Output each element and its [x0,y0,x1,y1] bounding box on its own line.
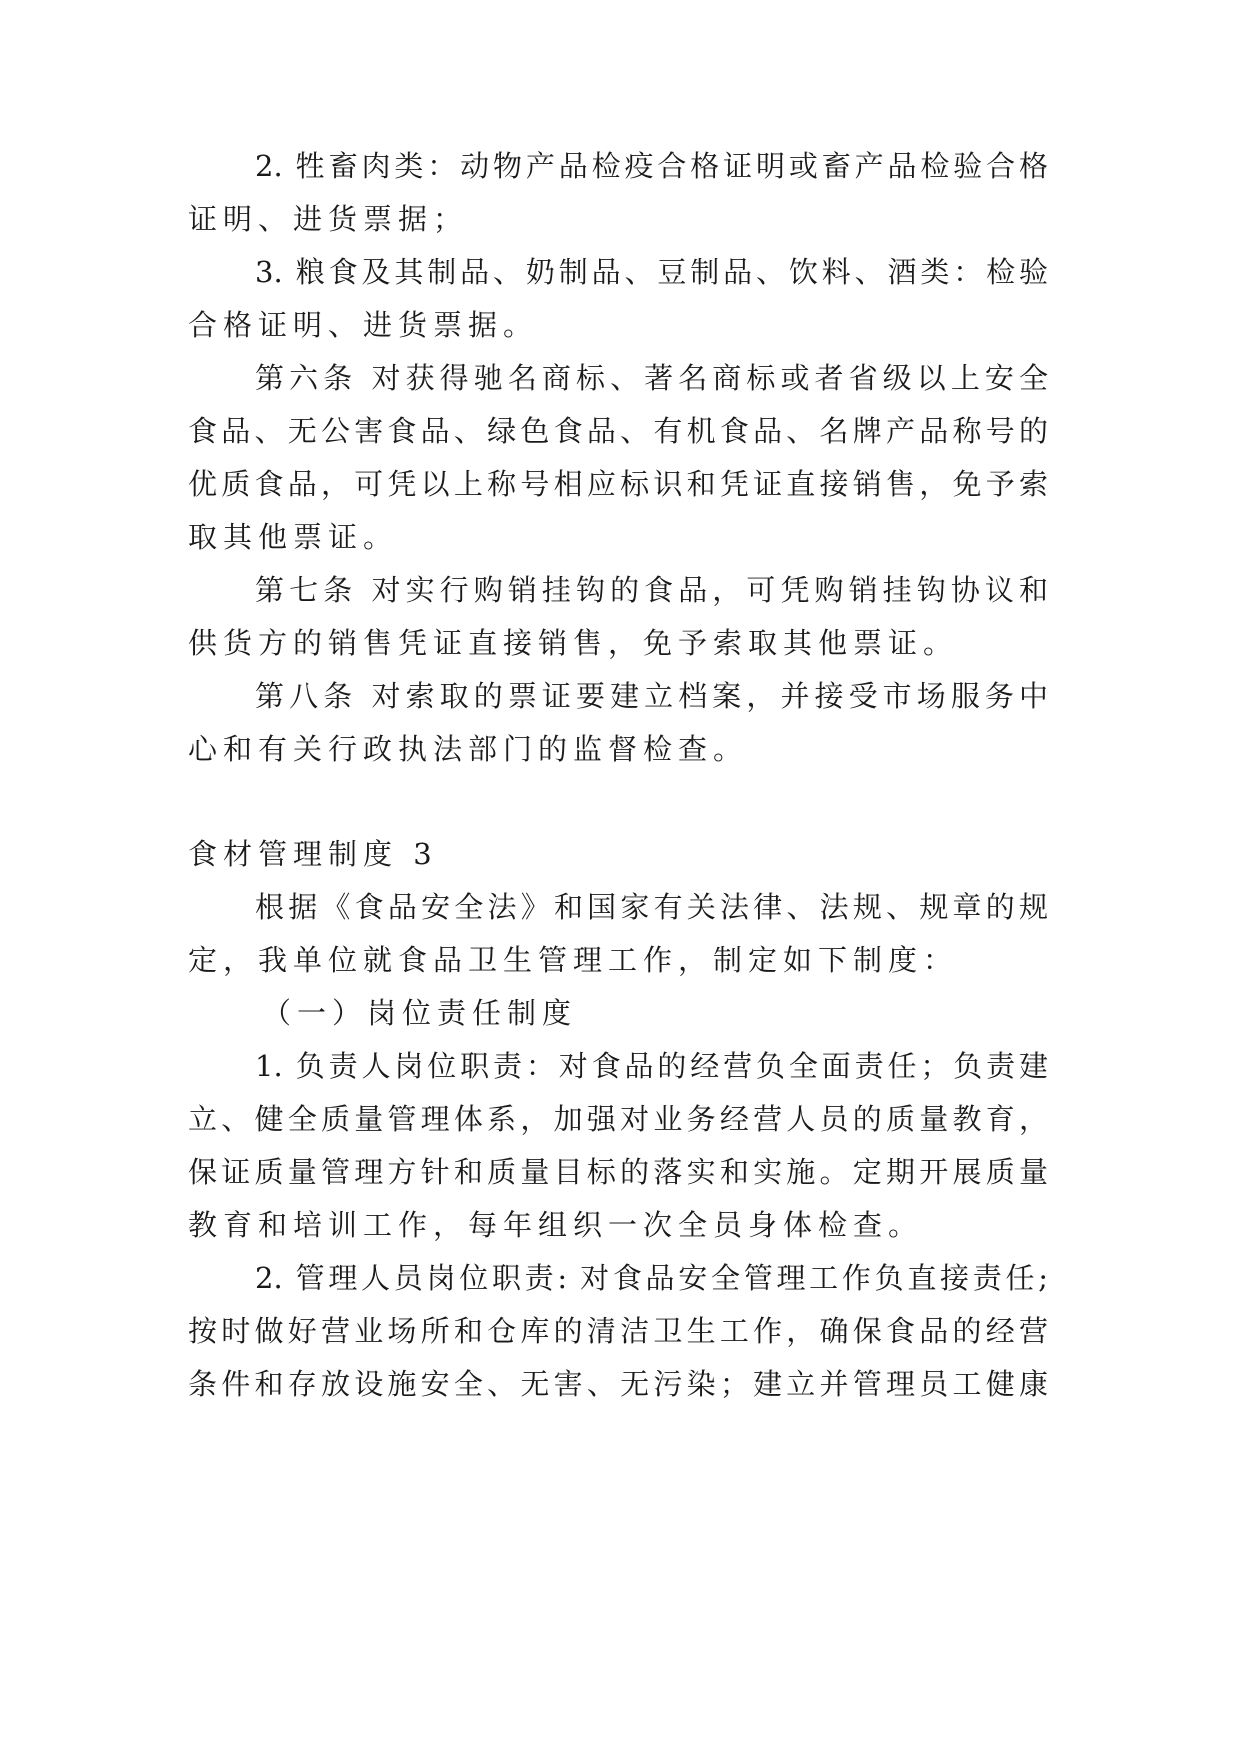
text-line: 供货方的销售凭证直接销售，免予索取其他票证。 [188,626,959,660]
section-heading: 食材管理制度 3 [188,837,438,871]
text-line: 定，我单位就食品卫生管理工作，制定如下制度： [188,943,959,977]
text-line: 取其他票证。 [188,520,399,554]
text-line: 证明、进货票据； [188,202,469,236]
text-line: 3. 粮食及其制品、奶制品、豆制品、饮料、酒类：检验 [255,255,1048,289]
text-line: 1. 负责人岗位职责：对食品的经营负全面责任；负责建 [255,1049,1048,1083]
text-line: 第八条 对索取的票证要建立档案，并接受市场服务中 [255,679,1048,713]
text-line: 条件和存放设施安全、无害、无污染；建立并管理员工健康 [188,1367,1048,1401]
text-line: 食品、无公害食品、绿色食品、有机食品、名牌产品称号的 [188,414,1048,448]
text-line: 教育和培训工作，每年组织一次全员身体检查。 [188,1208,924,1242]
subsection-heading: （一）岗位责任制度 [262,996,578,1030]
text-line: 第七条 对实行购销挂钩的食品，可凭购销挂钩协议和 [255,573,1048,607]
text-line: 合格证明、进货票据。 [188,308,539,342]
text-line: 根据《食品安全法》和国家有关法律、法规、规章的规 [255,890,1048,924]
text-line: 优质食品，可凭以上称号相应标识和凭证直接销售，免予索 [188,467,1048,501]
text-line: 2. 管理人员岗位职责: 对食品安全管理工作负直接责任; [255,1261,1048,1295]
text-line: 保证质量管理方针和质量目标的落实和实施。定期开展质量 [188,1155,1048,1189]
text-line: 立、健全质量管理体系，加强对业务经营人员的质量教育， [188,1102,1048,1136]
text-line: 按时做好营业场所和仓库的清洁卫生工作，确保食品的经营 [188,1314,1048,1348]
text-line: 第六条 对获得驰名商标、著名商标或者省级以上安全 [255,361,1048,395]
text-line: 心和有关行政执法部门的监督检查。 [188,732,749,766]
text-line: 2. 牲畜肉类：动物产品检疫合格证明或畜产品检验合格 [255,149,1048,183]
